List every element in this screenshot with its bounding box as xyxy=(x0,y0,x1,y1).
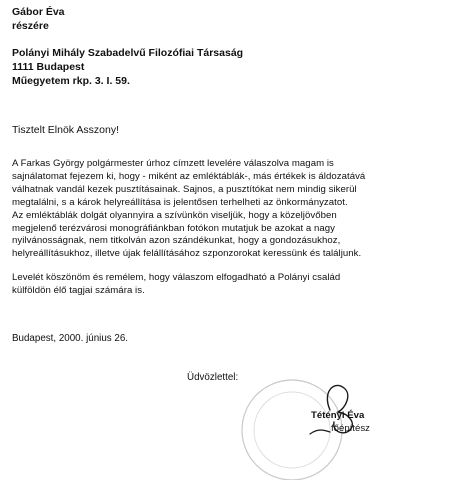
text-line: megtalálni, s a károk helyreállítása is jelentősen terhelheti az önkormányzatot. xyxy=(12,196,348,208)
signatory-title: főépítész xyxy=(331,423,370,434)
text-line: Levelét köszönöm és remélem, hogy válaszom elfogadható a Polányi család xyxy=(12,272,341,284)
paragraph-2 xyxy=(12,272,442,298)
organization-city: 1111 Budapest xyxy=(12,61,85,73)
recipient-role: részére xyxy=(12,20,49,32)
paragraph-1 xyxy=(12,158,442,261)
text-line: Az emléktáblák dolgát olyannyira a szívünkön viseljük, hogy a közeljövőben xyxy=(12,209,337,221)
letter-body xyxy=(12,158,442,309)
text-line: nyilvánosságnak, nem titkolván azon szándékunkat, hogy a gondozásukhoz, xyxy=(12,235,341,247)
signature-stroke xyxy=(310,430,330,434)
organization-address xyxy=(12,46,243,88)
letter-date: Budapest, 2000. június 26. xyxy=(12,333,129,344)
organization-street: Műegyetem rkp. 3. I. 59. xyxy=(12,75,130,87)
text-line: külföldön élő tagjai számára is. xyxy=(12,285,145,297)
text-line: válhatnak vandál kezek pusztításainak. Sajnos, a pusztítókat nem mindig sikerül xyxy=(12,183,357,195)
salutation: Tisztelt Elnök Asszony! xyxy=(12,124,119,136)
closing-phrase: Üdvözlettel: xyxy=(187,372,239,383)
text-line: sajnálatomat fejezem ki, hogy - miként az emléktáblák-, más értékek is áldozatává xyxy=(12,170,366,182)
organization-name: Polányi Mihály Szabadelvű Filozófiai Társaság xyxy=(12,47,244,59)
recipient-block xyxy=(12,5,65,33)
text-line: A Farkas György polgármester úrhoz címzett levelére válaszolva magam is xyxy=(12,158,334,169)
text-line: megjelenő terézvárosi monográfiánkban fotókon mutatjuk be azokat a nagy xyxy=(12,222,336,234)
text-line: helyreállításukhoz, illetve újak felállításához szponzorokat keressünk és találjunk. xyxy=(12,248,362,260)
recipient-name: Gábor Éva xyxy=(12,6,65,18)
signatory-name: Tétényi Éva xyxy=(311,410,365,421)
